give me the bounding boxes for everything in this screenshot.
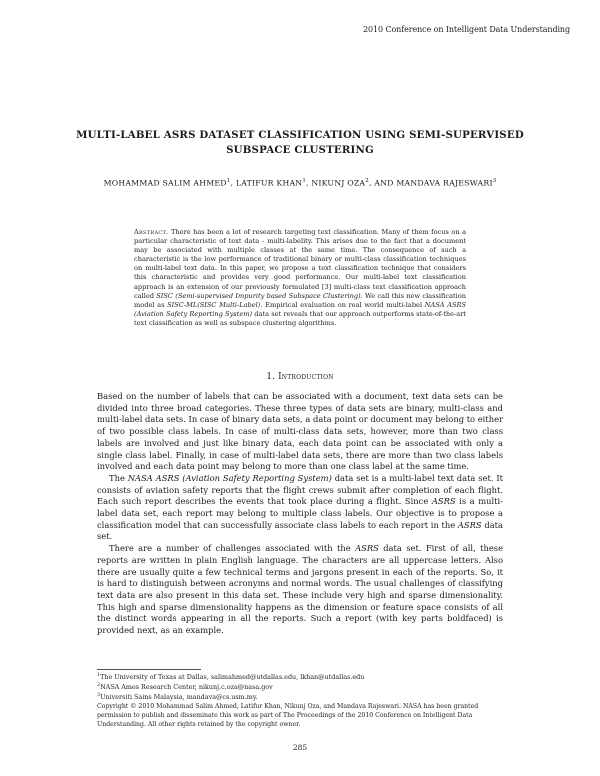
emphasis: ASRS [457,519,482,530]
emphasis: ASRS [431,496,456,507]
footnote-text: The University of Texas at Dallas, salimahmed@utdallas.edu, lkhan@utdallas.edu [100,673,365,682]
author-name: LATIFUR KHAN [235,178,303,188]
paragraph: Based on the number of labels that can be associated with a document, text data sets can be divided into three broad categories. These three types of data sets are binary, multi-class and multi-label data sets. In case of binary data sets, a data point or document may belong to either of two possible class labels. In case of multi-class data sets, however, more than two class labels are involved and just like binary data, each data point can be associated with only a single class label. Finally, in case of multi-label data sets, there are more than two class labels involved and each data point may belong to more than one class label at the same time. [97,391,503,472]
copyright-notice: Copyright © 2010 Mohammad Salim Ahmed, Latifur Khan, Nikunj Oza, and Mandava Rajeswari. NASA has been granted permission to publish and disseminate this work as part of The Proceedings of the 2010 Conference on Intelligent Data Understanding. All other rights retained by the copyright owner. [97,703,479,729]
author-name: MANDAVA RAJESWARI [396,178,493,188]
author-separator: , [230,178,236,188]
author-name: MOHAMMAD SALIM AHMED [103,178,227,188]
running-header: 2010 Conference on Intelligent Data Understanding [363,25,570,34]
affiliation-mark: 3 [492,178,497,184]
paragraph [97,543,503,637]
title-line-1: MULTI-LABEL ASRS DATASET CLASSIFICATION USING SEMI-SUPERVISED [76,129,524,141]
text-run: There are a number of challenges associated with the [109,543,356,554]
affiliation-mark: 2 [365,178,369,184]
footnote-text: Universiti Sains Malaysia, mandava@cs.usm.my. [100,692,258,701]
paper-title [60,128,540,158]
author-separator: , AND [368,178,397,188]
paragraph [97,473,503,543]
text-run: The [109,472,128,483]
section-number: 1. [266,372,276,382]
page-number: 285 [292,743,308,752]
footnote-mark: 1 [97,673,101,678]
section-title: Introduction [278,372,334,382]
footnote-text: NASA Ames Research Center, nikunj.c.oza@nasa.gov [100,682,273,691]
footnotes [97,672,503,701]
abstract-emphasis: NASA ASRS (Aviation Safety Reporting System) [134,300,467,318]
abstract-label: Abstract. [134,228,169,236]
footnote [97,672,503,682]
text-run: is a multi-label data set, each report may belong to multiple class labels. Our objective is to propose a classification model that can successfully associate class labels to each report in the [97,496,503,530]
text-run: data set. [97,519,504,542]
affiliation-mark: 1 [302,178,307,184]
footnote-divider [97,669,201,670]
footnote [97,682,503,692]
body-text [97,391,503,637]
abstract-text: . Empirical evaluation on real world multi-label [260,300,425,309]
text-run: data set is a multi-label text data set. It consists of aviation safety reports that the flight crews submit after completion of each flight. Each such report describes the events that took place during a flight. Since [97,472,504,507]
footnote [97,692,503,702]
author-name: NIKUNJ OZA [311,178,366,188]
emphasis: ASRS [355,543,379,554]
affiliation-mark: 1 [226,178,231,184]
abstract-text: data set reveals that our approach outperforms state-of-the-art text classification as well as subspace clustering algorithms. [134,309,467,327]
abstract-text: There has been a lot of research targeting text classification. Many of them focus on a particular characteristic of text data - multi-labelity. This arises due to the fact that a document may be associated with multiple classes at the same time. The consequence of such a characteristic is the low performance of traditional binary or multi-class classification techniques on multi-label text data. In this paper, we propose a text classification technique that considers this characteristic and provides very good performance. Our multi-label text classification approach is an extension of our previously formulated [3] multi-class text classification approach called [134,228,466,300]
footnote-mark: 2 [97,682,101,688]
abstract [134,228,466,328]
emphasis: NASA ASRS (Aviation Safety Reporting System) [127,472,332,483]
author-separator: , [306,178,312,188]
abstract-emphasis: SISC (Semi-supervised Impurity based Subspace Clustering) [156,291,361,300]
title-line-2: SUBSPACE CLUSTERING [226,144,374,156]
section-heading [60,372,540,382]
text-run: data set. First of all, these reports are written in plain English language. The characters are all uppercase letters. Also there are usually quite a few technical terms and jargons present in each of the reports. So, it is hard to distinguish between acronyms and normal words. The usual challenges of classifying text data are also present in this data set. These include very high and sparse dimensionality. This high and sparse dimensionality happens as the dimension or feature space consists of all the distinct words appearing in all the reports. Such a report (with key parts boldfaced) is provided next, as an example. [97,543,504,636]
footnote-mark: 3 [97,692,101,698]
abstract-text: . We call this new classification model as [134,291,466,309]
author-list [60,178,540,188]
abstract-emphasis: SISC-ML(SISC Multi-Label) [167,300,261,309]
